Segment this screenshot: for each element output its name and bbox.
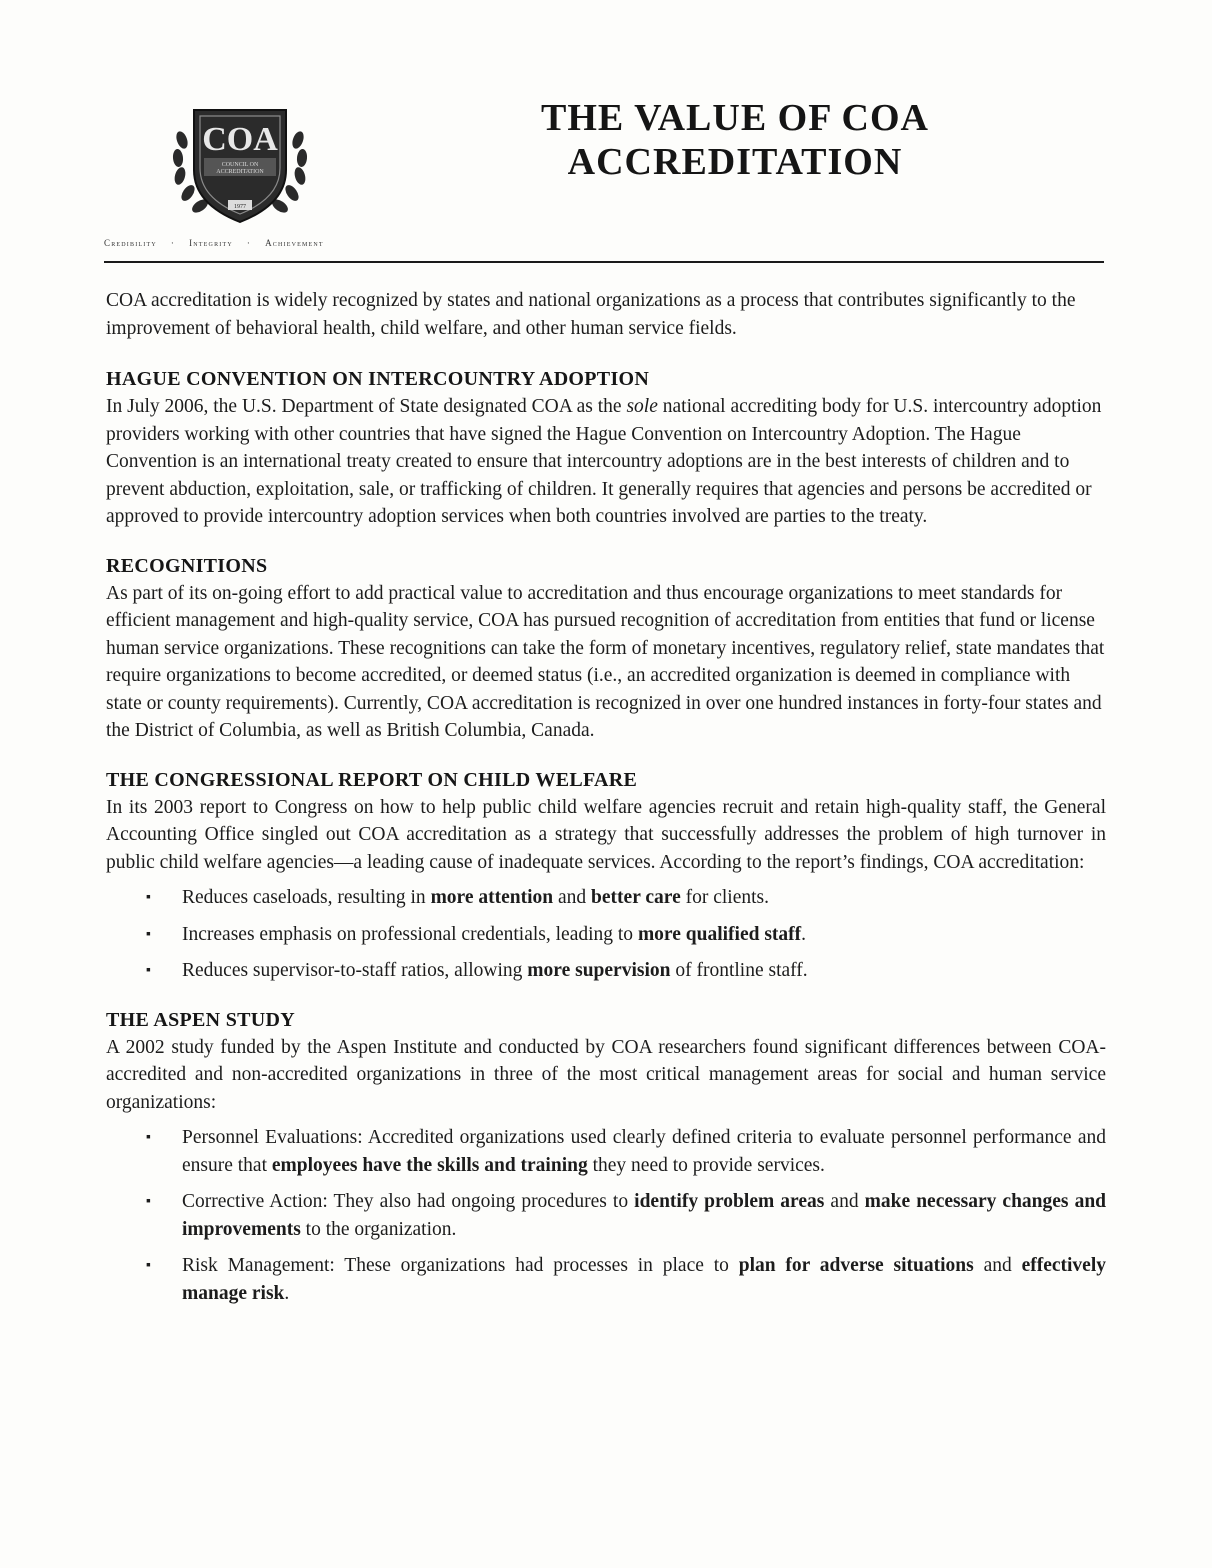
recognitions-heading: RECOGNITIONS [106, 554, 268, 577]
bullet-icon: ▪ [146, 890, 151, 905]
list-item: ▪ Personnel Evaluations: Accredited organizations used clearly defined criteria to evaluate personnel performance and ensure that employees have the skills and training they need to provide services. [106, 1124, 1106, 1179]
congressional-paragraph: In its 2003 report to Congress on how to help public child welfare agencies recruit and retain high-quality staff, the General Accounting Office singled out COA accreditation as a strategy that successfully addresses the problem of high turnover in public child welfare agencies—a leading cause of inadequate services. According to the report’s findings, COA accreditation: [106, 796, 1106, 873]
logo-text: COA [202, 121, 278, 158]
list-item: ▪ Reduces caseloads, resulting in more attention and better care for clients. [106, 884, 1106, 912]
hague-text-1: In July 2006, the U.S. Department of State designated COA as the [106, 396, 627, 417]
aspen-list [106, 1124, 1106, 1307]
hague-heading: HAGUE CONVENTION ON INTERCOUNTRY ADOPTION [106, 368, 650, 390]
hague-emphasis: sole [626, 396, 658, 417]
title-line-2: ACCREDITATION [567, 141, 903, 183]
title-line-1: THE VALUE OF COA [541, 97, 929, 139]
list-item: ▪ Corrective Action: They also had ongoing procedures to identify problem areas and make necessary changes and improvements to the organization. [106, 1188, 1106, 1243]
congressional-list [106, 884, 1106, 985]
coa-logo [168, 100, 312, 228]
svg-text:1977: 1977 [234, 204, 246, 210]
section-congressional [106, 767, 1106, 985]
section-recognitions [106, 553, 1106, 745]
list-item: ▪ Increases emphasis on professional credentials, leading to more qualified staff. [106, 921, 1106, 949]
logo-tagline: Credibility · Integrity · Achievement [104, 238, 324, 248]
bullet-icon: ▪ [146, 1258, 151, 1273]
document-body [106, 287, 1106, 1329]
tagline-achievement: Achievement [265, 238, 324, 248]
section-aspen [106, 1007, 1106, 1308]
header-divider [104, 261, 1104, 263]
list-item: ▪ Reduces supervisor-to-staff ratios, allowing more supervision of frontline staff. [106, 957, 1106, 985]
bullet-icon: ▪ [146, 1194, 151, 1209]
aspen-heading: THE ASPEN STUDY [106, 1008, 295, 1031]
congressional-heading: THE CONGRESSIONAL REPORT ON CHILD WELFARE [106, 768, 638, 791]
list-item: ▪ Risk Management: These organizations had processes in place to plan for adverse situations and effectively manage risk. [106, 1252, 1106, 1307]
bullet-icon: ▪ [146, 1130, 151, 1145]
hague-text-2: national accrediting body for U.S. intercountry adoption providers working with other countries that have signed the Hague Convention on Intercountry Adoption. The Hague Convention is an international treaty created to ensure that intercountry adoptions are in the best interests of children and to prevent abduction, exploitation, sale, or trafficking of children. It generally requires that agencies and persons be accredited or approved to provide intercountry adoption services when both countries involved are parties to the treaty. [106, 396, 1102, 527]
svg-text:ACCREDITATION: ACCREDITATION [216, 169, 264, 175]
section-hague [106, 366, 1106, 531]
tagline-credibility: Credibility [104, 238, 157, 248]
aspen-paragraph: A 2002 study funded by the Aspen Institute and conducted by COA researchers found significant differences between COA-accredited and non-accredited organizations in three of the most critical management areas for social and human service organizations: [106, 1036, 1106, 1113]
recognitions-paragraph: As part of its on-going effort to add practical value to accreditation and thus encourage organizations to meet standards for efficient management and high-quality service, COA has pursued recognition of accreditation from entities that fund or license human service organizations. These recognitions can take the form of monetary incentives, regulatory relief, state mandates that require organizations to become accredited, or deemed status (i.e., an accredited organization is deemed in compliance with state or county requirements). Currently, COA accreditation is recognized in over one hundred instances in forty-four states and the District of Columbia, as well as British Columbia, Canada. [106, 582, 1105, 741]
svg-text:COUNCIL ON: COUNCIL ON [221, 162, 259, 168]
bullet-icon: ▪ [146, 926, 151, 942]
hague-paragraph [106, 393, 1106, 531]
page-title [500, 96, 970, 184]
tagline-integrity: Integrity [189, 238, 233, 248]
intro-paragraph: COA accreditation is widely recognized by states and national organizations as a process that contributes significantly to the improvement of behavioral health, child welfare, and other human service fields. [106, 290, 1076, 339]
bullet-icon: ▪ [146, 963, 151, 978]
